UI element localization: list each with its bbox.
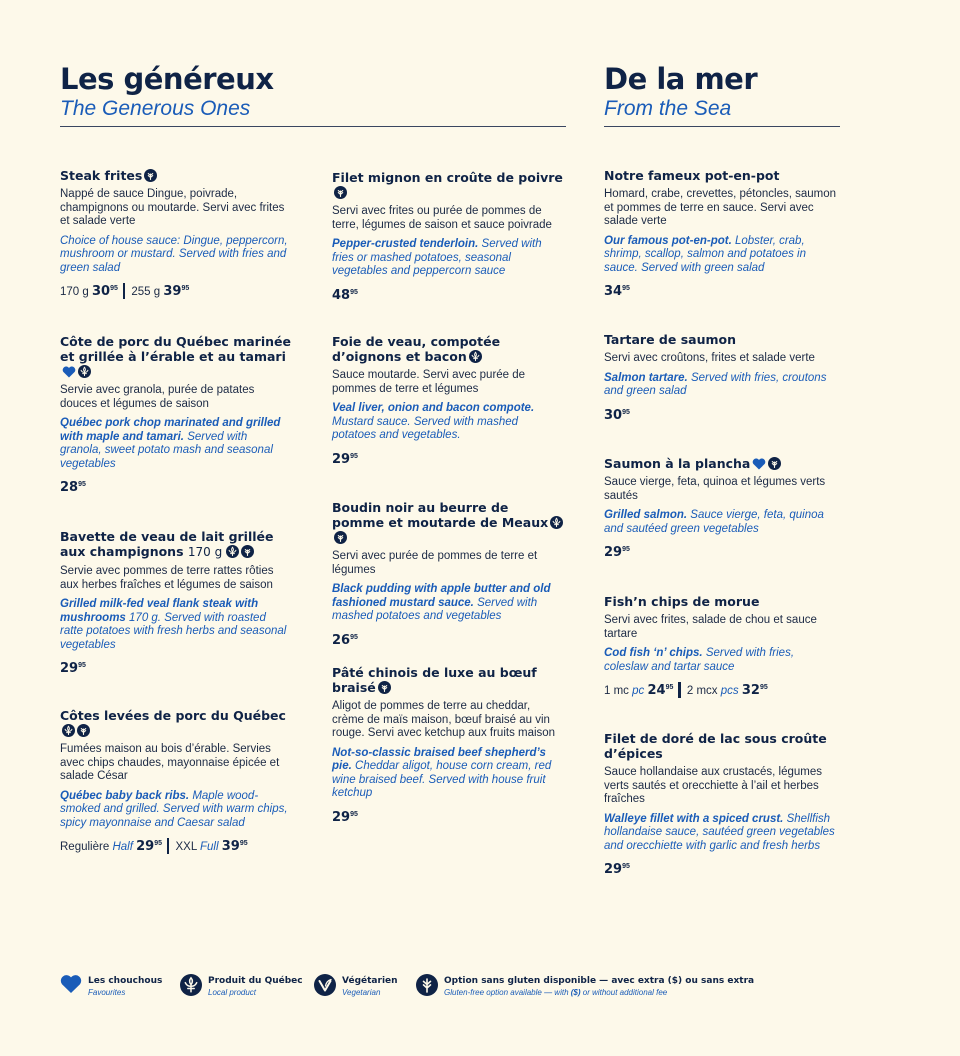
heart-icon bbox=[752, 458, 766, 470]
item-name: Steak frites bbox=[60, 168, 143, 183]
item-description-en: Veal liver, onion and bacon compote. Mustard sauce. Served with mashed potatoes and vegetables. bbox=[332, 402, 535, 441]
legend-label-fr: Produit du Québec bbox=[208, 976, 303, 986]
legend-label-en: Gluten-free option available — with ($) or without additional fee bbox=[444, 988, 668, 997]
item-price: $29^{95}$ bbox=[60, 661, 86, 676]
item-description-fr: Homard, crabe, crevettes, pétoncles, saumon et pommes de terre en sauce. Servi avec salade verte bbox=[604, 188, 837, 227]
item-name: Côte de porc du Québec marinée et grillée à l’érable et au tamari bbox=[60, 334, 291, 364]
section-title-fr: De la mer bbox=[604, 62, 758, 96]
section-title-en: From the Sea bbox=[604, 97, 732, 120]
menu-item-bavette bbox=[60, 529, 292, 677]
quebec-icon bbox=[469, 350, 482, 363]
legend-label-en: Favourites bbox=[88, 988, 126, 997]
gluten-free-icon bbox=[334, 186, 347, 199]
menu-item-filet-mignon bbox=[332, 170, 564, 304]
item-price: $26^{95}$ bbox=[332, 632, 358, 648]
item-description-en: Walleye fillet with a spiced crust. Shellfish hollandaise sauce, sautéed green vegetables and orecchiette with garlic and fresh herbs bbox=[604, 812, 835, 852]
quebec-icon bbox=[226, 545, 239, 558]
item-name: Notre fameux pot-en-pot bbox=[604, 168, 780, 183]
legend-favourites bbox=[60, 972, 180, 1006]
item-name: Filet de doré de lac sous croûte d’épices bbox=[604, 731, 827, 761]
menu-item-tartare bbox=[604, 332, 840, 424]
menu-item-foie-de-veau bbox=[332, 334, 564, 468]
item-name: Foie de veau, compotée d’oignons et bacon bbox=[332, 334, 501, 364]
item-description-en: Not-so-classic braised beef shepherd’s pie. Cheddar aligot, house corn cream, red wine braised beef. Served with house fruit ketchup bbox=[332, 746, 552, 799]
item-price: $28^{95}$ bbox=[60, 480, 86, 495]
item-price: 170 g $30^{95}$ 255 g $39^{95}$ bbox=[60, 284, 190, 299]
price-separator bbox=[123, 283, 126, 299]
item-name: Côtes levées de porc du Québec bbox=[60, 708, 286, 723]
item-weight: 170 g bbox=[187, 545, 223, 559]
section-generous bbox=[60, 63, 274, 121]
menu-item-fish-n-chips bbox=[604, 594, 840, 699]
gluten-free-icon bbox=[378, 681, 391, 694]
item-description-fr: Sauce hollandaise aux crustacés, légumes verts sautés et orecchiette à l’ail et herbes fraîches bbox=[604, 766, 822, 805]
item-price: $29^{95}$ bbox=[332, 809, 358, 825]
item-price: $29^{95}$ bbox=[604, 545, 630, 560]
gluten-free-icon bbox=[77, 724, 90, 737]
item-description-en: Our famous pot-en-pot. Lobster, crab, shrimp, scallop, salmon and potatoes in sauce. Served with green salad bbox=[604, 234, 806, 274]
menu-item-boudin-noir bbox=[332, 500, 564, 649]
item-description-fr: Aligot de pommes de terre au cheddar, crème de maïs maison, bœuf braisé au vin rouge. Servi avec ketchup aux fruits maison bbox=[332, 700, 556, 739]
menu-item-pot-en-pot bbox=[604, 168, 840, 300]
item-description-fr: Servi avec croûtons, frites et salade verte bbox=[604, 352, 815, 364]
item-description-en: Grilled milk-fed veal flank steak with mushrooms 170 g. Served with roasted ratte potatoes with fresh herbs and seasonal vegetables bbox=[60, 598, 287, 651]
item-price: $34^{95}$ bbox=[604, 284, 630, 299]
legend-label-fr: Les chouchous bbox=[88, 976, 163, 986]
gluten-free-icon bbox=[334, 531, 347, 544]
section-sea bbox=[604, 63, 757, 121]
menu-item-pork-chop bbox=[60, 334, 292, 496]
item-description-fr: Fumées maison au bois d’érable. Servies avec chips chaudes, mayonnaise épicée et salade César bbox=[60, 743, 280, 782]
quebec-icon bbox=[180, 974, 202, 996]
item-description-fr: Sauce vierge, feta, quinoa et légumes verts sautés bbox=[604, 476, 826, 502]
gluten-free-icon bbox=[768, 457, 781, 470]
menu-item-pate-chinois bbox=[332, 665, 564, 826]
quebec-icon bbox=[78, 365, 91, 378]
menu-item-ribs bbox=[60, 708, 292, 855]
section-title-fr: Les généreux bbox=[60, 62, 274, 96]
item-description-fr: Servi avec purée de pommes de terre et légumes bbox=[332, 550, 538, 576]
item-name: Filet mignon en croûte de poivre bbox=[332, 170, 563, 185]
menu-item-saumon-plancha bbox=[604, 456, 840, 561]
item-description-en: Cod fish ‘n’ chips. Served with fries, coleslaw and tartar sauce bbox=[604, 647, 795, 673]
item-name: Bavette de veau de lait grillée aux champignons bbox=[60, 529, 274, 559]
item-name: Fish’n chips de morue bbox=[604, 594, 760, 609]
item-name: Saumon à la plancha bbox=[604, 456, 751, 471]
item-price: $30^{95}$ bbox=[604, 407, 630, 423]
legend-label-en: Vegetarian bbox=[342, 988, 381, 997]
item-price: $48^{95}$ bbox=[332, 287, 358, 303]
gluten-free-icon bbox=[144, 169, 157, 182]
quebec-icon bbox=[550, 516, 563, 529]
item-description-fr: Nappé de sauce Dingue, poivrade, champignons ou moutarde. Servi avec frites et salade verte bbox=[60, 188, 285, 227]
heart-icon bbox=[62, 366, 76, 378]
vegetarian-icon bbox=[314, 974, 336, 996]
legend-label-fr: Option sans gluten disponible — avec extra ($) ou sans extra bbox=[444, 976, 755, 986]
legend-local-product bbox=[180, 972, 310, 1006]
heart-icon bbox=[60, 974, 82, 994]
section-title-en: The Generous Ones bbox=[60, 97, 251, 120]
item-description-en: Pepper-crusted tenderloin. Served with fries or mashed potatoes, seasonal vegetables and peppercorn sauce bbox=[332, 238, 542, 277]
item-price: Regulière Half $29^{95}$ XXL Full $39^{95}$ bbox=[60, 839, 248, 854]
item-description-en: Salmon tartare. Served with fries, croutons and green salad bbox=[604, 371, 827, 397]
legend-vegetarian bbox=[314, 972, 414, 1006]
legend-gluten-free bbox=[416, 972, 755, 1006]
item-description-fr: Servi avec frites ou purée de pommes de terre, légumes de saison et sauce poivrade bbox=[332, 205, 552, 231]
item-description-en: Québec pork chop marinated and grilled with maple and tamari. Served with granola, sweet potato mash and seasonal vegetables bbox=[60, 417, 281, 470]
item-description-en: Black pudding with apple butter and old fashioned mustard sauce. Served with mashed potatoes and vegetables bbox=[332, 583, 551, 622]
item-description-en: Grilled salmon. Sauce vierge, feta, quinoa and sautéed green vegetables bbox=[604, 509, 824, 535]
price-separator bbox=[678, 682, 681, 698]
menu-item-filet-dore bbox=[604, 731, 840, 878]
menu-item-steak-frites bbox=[60, 168, 292, 300]
legend-label-fr: Végétarien bbox=[342, 976, 398, 986]
item-price: 1 mc pc $24^{95}$ 2 mcx pcs $32^{95}$ bbox=[604, 683, 768, 698]
quebec-icon bbox=[62, 724, 75, 737]
section-divider bbox=[604, 126, 840, 127]
price-separator bbox=[167, 838, 170, 854]
item-description-fr: Servie avec granola, purée de patates douces et légumes de saison bbox=[60, 384, 255, 410]
legend-label-en: Local product bbox=[208, 988, 257, 997]
gluten-free-icon bbox=[416, 974, 438, 996]
section-divider bbox=[60, 126, 566, 127]
item-name: Pâté chinois de luxe au bœuf braisé bbox=[332, 665, 537, 695]
item-description-en: Choice of house sauce: Dingue, peppercorn, mushroom or mustard. Served with fries and green salad bbox=[60, 234, 288, 274]
item-name: Boudin noir au beurre de pomme et moutarde de Meaux bbox=[332, 500, 549, 530]
gluten-free-icon bbox=[241, 545, 254, 558]
item-description-en: Québec baby back ribs. Maple wood-smoked and grilled. Served with warm chips, spicy mayonnaise and Caesar salad bbox=[60, 789, 288, 829]
item-description-fr: Servie avec pommes de terre rattes rôties aux herbes fraîches et légumes de saison bbox=[60, 565, 274, 591]
item-description-fr: Sauce moutarde. Servi avec purée de pommes de terre et légumes bbox=[332, 369, 526, 395]
item-price: $29^{95}$ bbox=[332, 451, 358, 467]
item-price: $29^{95}$ bbox=[604, 862, 630, 877]
item-name: Tartare de saumon bbox=[604, 332, 736, 347]
item-description-fr: Servi avec frites, salade de chou et sauce tartare bbox=[604, 614, 817, 640]
